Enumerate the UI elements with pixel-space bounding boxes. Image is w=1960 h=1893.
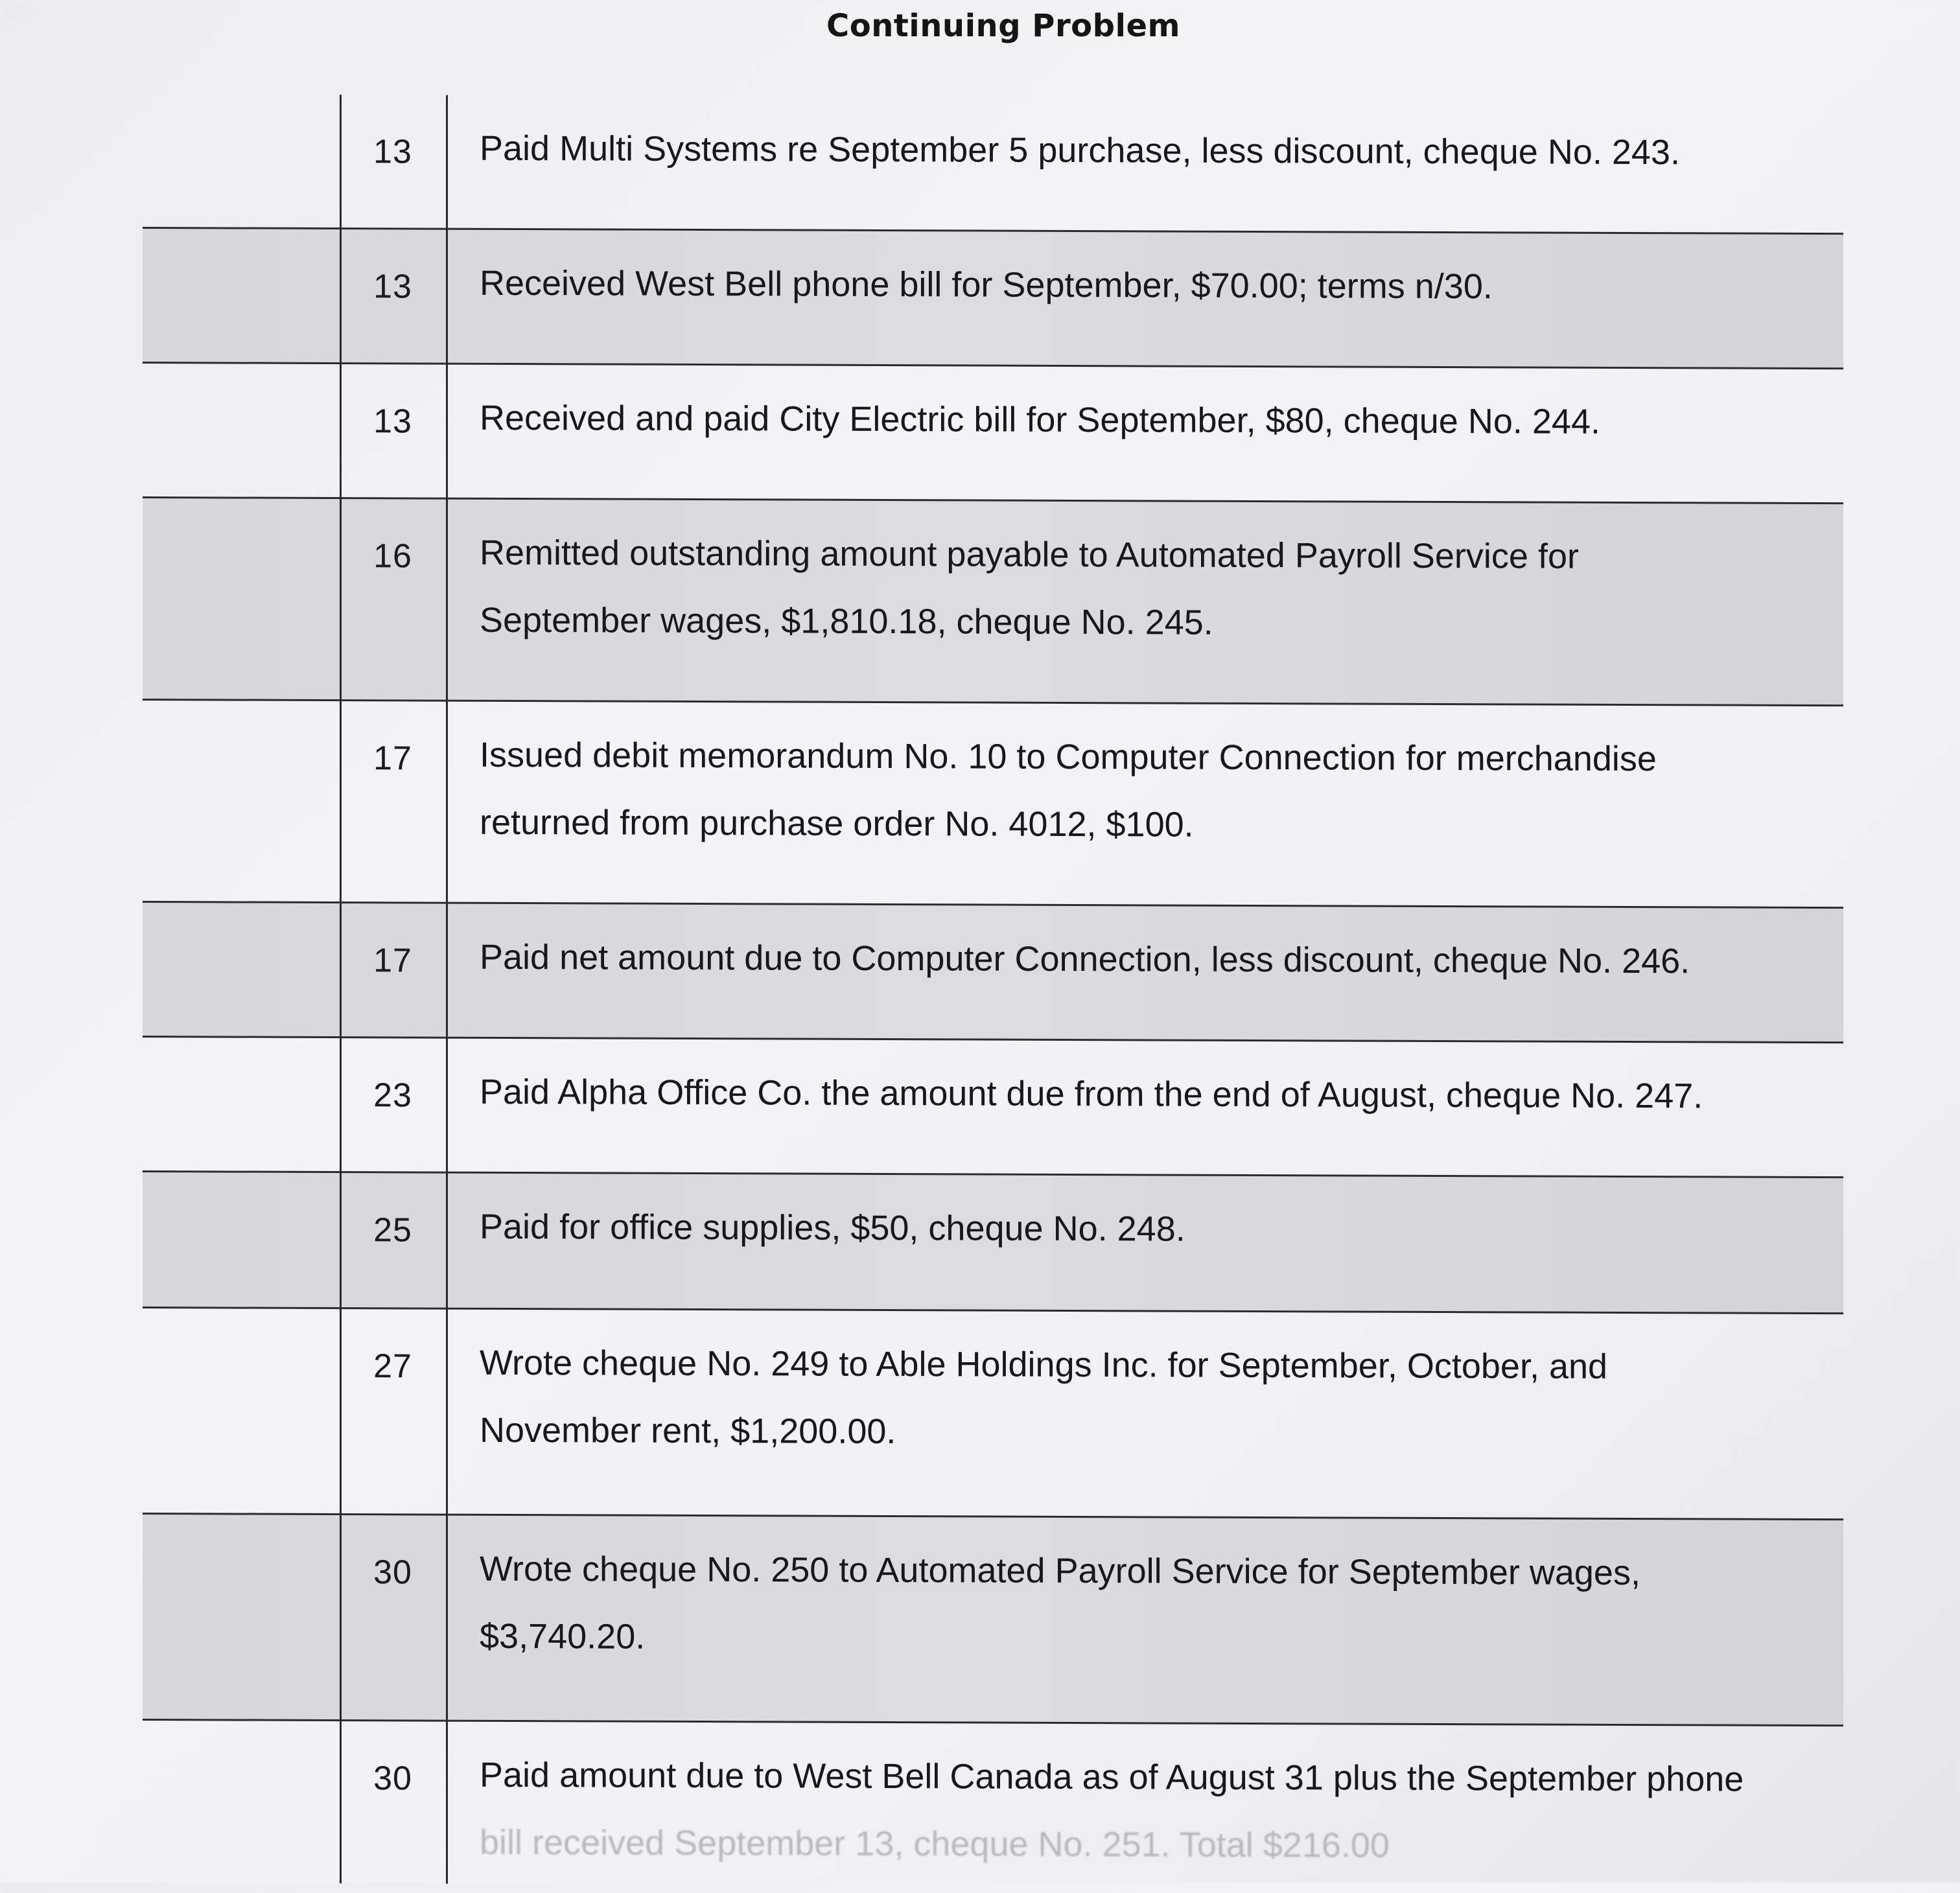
entry-day: 17 xyxy=(373,942,412,980)
entry-description-line: Paid amount due to West Bell Canada as of August 31 plus the September phone xyxy=(480,1755,1744,1799)
entry-description-line: $3,740.20. xyxy=(480,1616,646,1656)
entry-description xyxy=(480,721,1804,861)
table-row xyxy=(143,901,1843,1041)
entry-day: 23 xyxy=(373,1076,412,1115)
table-row xyxy=(143,496,1843,704)
entry-description-line: Wrote cheque No. 250 to Automated Payroll Service for September wages, xyxy=(480,1549,1640,1593)
table-row xyxy=(143,1036,1843,1176)
entry-description-line: bill received September 13, cheque No. 251. Total $216.00 xyxy=(480,1822,1390,1865)
entry-description-line: Issued debit memorandum No. 10 to Computer Connection for merchandise xyxy=(480,735,1657,779)
column-divider xyxy=(340,95,342,1883)
entry-description-line: Paid net amount due to Computer Connection, less discount, cheque No. 246. xyxy=(480,937,1690,981)
table-row xyxy=(143,1513,1843,1725)
entry-day: 17 xyxy=(373,739,412,778)
entry-description xyxy=(480,1193,1804,1265)
entry-description-line: Paid Alpha Office Co. the amount due from the end of August, cheque No. 247. xyxy=(480,1072,1703,1116)
entry-day: 30 xyxy=(373,1759,412,1798)
entry-description xyxy=(480,1058,1804,1130)
entry-day: 13 xyxy=(373,268,412,306)
column-divider xyxy=(446,95,448,1884)
entry-description xyxy=(480,384,1804,456)
table-row xyxy=(143,1307,1843,1518)
entry-day: 16 xyxy=(373,537,412,575)
entry-description-line: Received West Bell phone bill for September, $70.00; terms n/30. xyxy=(480,263,1493,307)
table-row xyxy=(143,362,1843,502)
entry-day: 25 xyxy=(373,1211,412,1249)
entry-description-line: September wages, $1,810.18, cheque No. 245. xyxy=(480,600,1213,642)
entry-description xyxy=(480,250,1804,321)
transaction-table xyxy=(143,94,1843,1888)
entry-day: 30 xyxy=(373,1553,412,1592)
entry-description xyxy=(480,1741,1804,1881)
entry-description-line: Paid for office supplies, $50, cheque No. 248. xyxy=(480,1207,1185,1249)
entry-description xyxy=(480,115,1804,187)
entry-day: 27 xyxy=(373,1347,412,1386)
entry-day: 13 xyxy=(373,133,412,171)
entry-description-line: Remitted outstanding amount payable to Automated Payroll Service for xyxy=(480,533,1579,576)
entry-description-line: Received and paid City Electric bill for September, $80, cheque No. 244. xyxy=(480,398,1600,441)
table-row xyxy=(143,1170,1843,1312)
entry-description-line: Wrote cheque No. 249 to Able Holdings Inc. for September, October, and xyxy=(480,1343,1608,1386)
table-row xyxy=(143,94,1843,233)
entry-description-line: returned from purchase order No. 4012, $100. xyxy=(480,802,1194,844)
table-row xyxy=(143,1719,1843,1893)
entry-day: 13 xyxy=(373,402,412,441)
entry-description xyxy=(480,1329,1804,1469)
entry-description-line: Paid Multi Systems re September 5 purchase, less discount, cheque No. 243. xyxy=(480,128,1680,172)
entry-description-line: November rent, $1,200.00. xyxy=(480,1410,896,1452)
table-row xyxy=(143,227,1843,367)
entry-description xyxy=(480,923,1804,995)
table-row xyxy=(143,699,1843,907)
entry-description xyxy=(480,1535,1804,1675)
page-title: Continuing Problem xyxy=(826,8,1181,44)
entry-description xyxy=(480,519,1804,658)
